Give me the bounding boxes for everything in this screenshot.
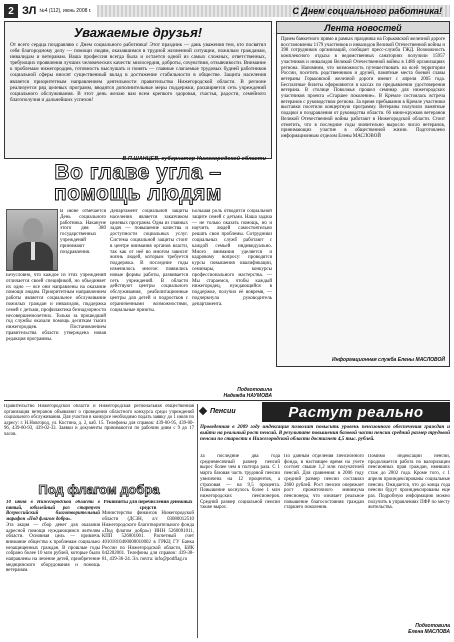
news-feed-signature: Информационная служба Елены МАСЛОВОЙ	[331, 357, 445, 363]
signature-author: Надежда НАУМОВА	[223, 392, 272, 399]
diamond-bullet-icon	[199, 407, 207, 415]
news-feed-title: Лента новостей	[277, 22, 449, 34]
portrait-photo	[6, 209, 58, 271]
greeting-body: От всего сердца поздравляю с Днем социального работника! Этот праздник — дань уважения тем, кто посвятил себя благородному делу — помощи людям, оказавшимся в трудной жизненной ситуации, пожилым гражданам, инвалидам и ветеранам. Ваша профессия всегда была и остается одной из самых сложных, ответственных, требующих проявления лучших человеческих качеств: милосердия, доброты, сочувствия, отзывчивости. Внимание к проблемам нижегородцев, готовность выслушать и понять — главные слагаемые трудовых будней работников социальной сферы вносят существенный вклад в достижение стабильности в обществе. Защита населения является приоритетным направлением деятельности правительства Нижегородской области. В регионе реализуется ряд целевых программ, вводятся дополнительные меры поддержки, расширяется сеть учреждений социального обслуживания. В этот день желаю вам всем крепкого здоровья, счастья, радости, семейного благополучия и дальнейших успехов!	[10, 42, 266, 103]
main-article-headline	[4, 162, 272, 206]
main-article-column-3: Большая роль отводится социальной защите семей с детьми. Наша задача — не только оказать помощь, но и научить людей самостоятельно решать свои проблемы. Сотрудники социальных служб работают с каждой семьей индивидуально. Много внимания уделяется и кадровому вопросу: проводятся курсы повышения квалификации, семинары, конкурсы профессионального мастерства. — Мы стараемся, чтобы каждый нижегородец, нуждающийся в поддержке, получил её вовремя, — подчеркнула руководитель департамента.	[192, 209, 272, 307]
greeting-title: Уважаемые друзья!	[73, 25, 203, 40]
section-title: С Днем социального работника!	[292, 6, 442, 16]
main-article-signature	[192, 388, 272, 399]
main-article-column-1b: Безусловно, что каждое из этих учреждений отличается своей спецификой, но объединяет их одно — все они направлены на оказание помощи людям. Приоритетным направлением работы является социальное обслуживание пожилых граждан и инвалидов, поддержка семей с детьми, профилактика безнадзорности несовершеннолетних. Только за прошедший год службы оказали помощь десяткам тысяч нижегородцев. Постановлением правительства области утверждена новая редакция программы.	[6, 273, 106, 342]
news-feed-box	[276, 21, 450, 367]
header-band	[97, 5, 450, 17]
flag-requisites-body: Министерство финансов Нижегородской области (ДСЗН, л/с 03080012510 Нижегородского благотворительного фонда «Под флагом добра») ИНН 5260091011, КПП 526001001. Расчетный счет 40101810400000010002 в ГРКЦ ГУ Банка России по Нижегородской области, БИК 042202001. Телефоны для справок: 439-38-81, 439-36-24. Эл. почта: info@podflag.ru	[102, 511, 194, 563]
growth-lead: Проведенная в 2009 году индексация позволит повысить уровень пенсионного обеспечения граждан и выйти на реальный рост пенсий. В результате повышения базовой части пенсии средний размер трудовой пенсии по старости в Нижегородской области достигнет 4,5 тыс. рублей.	[200, 424, 450, 442]
flag-headline: Под флагом добра	[38, 482, 160, 497]
signature-role: Подготовила	[237, 387, 272, 393]
growth-signature	[368, 624, 450, 635]
headline-line-1: Во главе угла –	[54, 161, 222, 184]
headline-line-2: помощь людям	[54, 182, 222, 205]
notice-block: Правительство Нижегородской области и Нижегородская региональная общественная организация ветеранов объявляют о проведении областного конкурса среди учреждений социального обслуживания. Для участия в конкурсе необходимо подать заявку до 1 июля по адресу: г. Н.Новгород, ул. Костина, д. 2, каб. 15. Телефоны для справок: 439-00-95, 439-00-96, 439-00-93, 439-02-33. Заявки и документы принимаются по рабочим дням с 9 до 17 часов.	[4, 404, 194, 437]
main-article-column-1: В июне отмечается День социального работника. Накануне этого дня 380 государственных учреждений принимают поздравления.	[60, 209, 106, 255]
flag-column-2	[102, 500, 194, 638]
section-divider	[4, 400, 450, 401]
greeting-box	[4, 21, 272, 162]
flag-column-1	[6, 500, 100, 638]
growth-column-2: По данным отделения Пенсионного фонда, в настоящее время на учете состоят свыше 1,2 млн получателей пенсий. Для сравнения: в 2006 году средний размер пенсии составлял 2600 рублей. Рост пенсии опережает рост прожиточного минимума пенсионера, что означает реальное повышение благосостояния граждан старшего поколения.	[284, 454, 364, 511]
flag-lead: 10 июня в Нижегородской области в пятый, юбилейный раз стартует Всероссийский благотворительный марафон «Под флагом добра».	[6, 500, 100, 523]
news-feed-body: Прием банкетного прямо в рамках праздника на Горьковской железной дороге восстановлены 1179 участников и инвалидов Великой Отечественной войны и 398 сотрудников организаций, сообщает пресс-служба ГЖД. Возможность комплексного отдыха в ведомственных санаториях получили 15957 участников и инвалидов Великой Отечественной войны в 1486 организациях региона. Напомним, что возможность путешествовать на всей территории России, посетить родственников и друзей, памятные места боевой славы ветераны Горьковской железной дороги имеют с апреля 2005 года. Бесплатные билеты оформляются в кассах по предъявлении удостоверения ветерана. В столице Поволжья прошел семинар для нижегородских участников проекта «Старшее поколение». В Кремле состоялась встреча ветеранов с руководством региона. За время пребывания в Кремле участники выставки посетили концертную программу. Ветераны получили памятные подарки и поздравления от руководства области. 66 мини-кружков ветеранов Великой Отечественной войны работают в Нижегородской области. Стоит отметить, что в последние годы значительно выросло число ветеранов, принимающих участие в общественной жизни. Подготовлено информационным отделом Елены МАСЛОВОЙ	[281, 37, 445, 139]
growth-signature-author: Елена МАСЛОВА	[408, 628, 450, 635]
newspaper-logo: ЗЛ	[22, 5, 37, 17]
growth-signature-role: Подготовила	[415, 623, 450, 629]
greeting-signature: В.П.ШАНЦЕВ, губернатор Нижегородской области	[122, 156, 266, 162]
pension-kicker-label: Пенсии	[210, 407, 236, 415]
flag-requisites-heading: Реквизиты для перечисления денежных средств	[103, 500, 193, 511]
growth-headline: Растут реально	[262, 402, 450, 422]
growth-column-1: За последние два года среднемесячный размер пенсий вырос более чем в полтора раза. С 1 марта базовая часть трудовой пенсии увеличена на 12 процентов, а страховая — на 9,5 процента. Повышение коснулось более 1 млн нижегородских пенсионеров. Средний размер социальной пенсии также вырос.	[200, 454, 280, 511]
issue-info: №4 (112), июнь 2008 г.	[39, 7, 92, 14]
column-divider	[197, 404, 198, 638]
flag-body: Эта акция — сбор денег для оказания адресной помощи нуждающимся жителям области. Основная цель — привлечь внимание общества к проблемам социально незащищенных граждан. В прошлые годы собрано более 10 млн рублей, которые были направлены на лечение детей, приобретение медицинского оборудования и помощь ветеранам.	[6, 522, 100, 574]
pension-kicker	[200, 404, 260, 418]
main-article-column-2: Департамент социальной защиты населения является заказчиком целевых программ. Одна из главных задач — повышение качества и доступности социальных услуг. Система социальной защиты стоит в центре внимания органов власти, так как от неё во многом зависит жизнь людей, которым требуется поддержка. В последние годы изменилось многое: появились новые формы работы, развивается сеть учреждений. В области действуют центры социального обслуживания, реабилитационные центры для детей и подростков с ограниченными возможностями, социальные приюты.	[110, 209, 188, 313]
page-number: 2	[4, 4, 18, 18]
growth-column-3: Помимо индексации пенсий, продолжается работа по валоризации пенсионных прав граждан, имевших стаж до 2002 года. Кроме того, с 1 апреля проиндексированы социальные пенсии. Ожидается, что до конца года пенсии будут проиндексированы еще раз. Подробную информацию можно получить в управлениях ПФР по месту жительства.	[368, 454, 450, 511]
page-header	[4, 4, 450, 18]
